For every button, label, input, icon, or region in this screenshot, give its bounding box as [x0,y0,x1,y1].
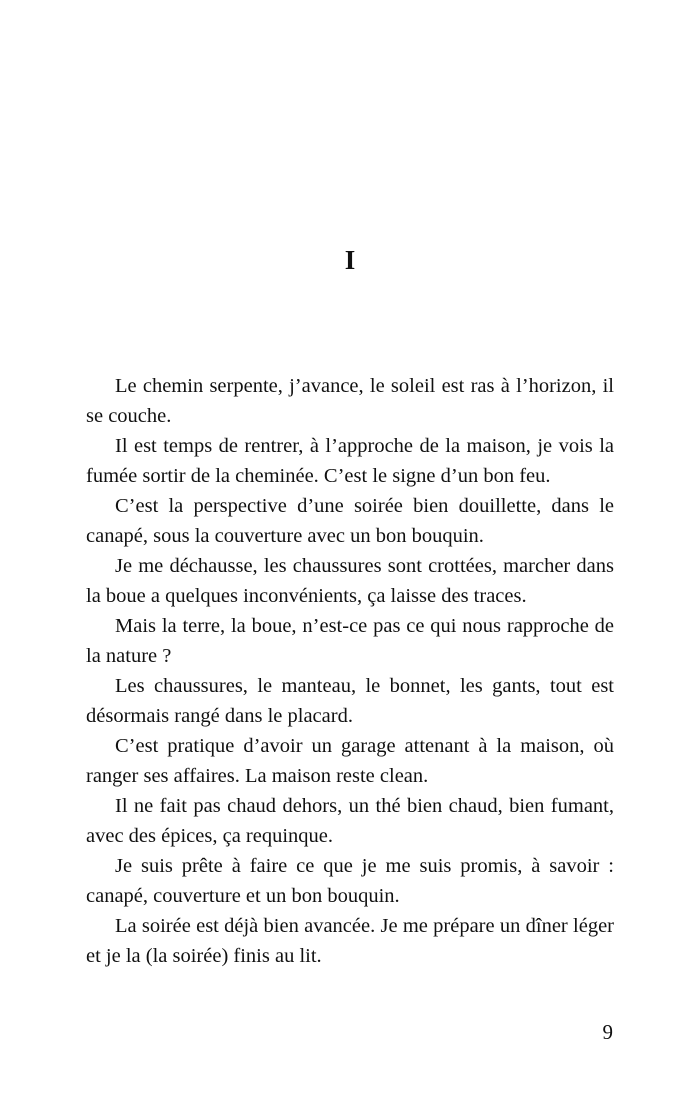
chapter-title: I [344,245,356,275]
paragraph: Mais la terre, la boue, n’est-ce pas ce qui nous rapproche de la nature ? [86,615,614,667]
paragraph: C’est pratique d’avoir un garage attenant à la maison, où ranger ses affaires. La maison reste clean. [86,735,614,787]
paragraph: Je me déchausse, les chaussures sont crottées, marcher dans la boue a quelques inconvénients, ça laisse des traces. [86,555,614,607]
paragraph: Les chaussures, le manteau, le bonnet, les gants, tout est désormais rangé dans le placard. [86,675,614,727]
page-number: 9 [602,1020,613,1044]
paragraph: Il ne fait pas chaud dehors, un thé bien chaud, bien fumant, avec des épices, ça requinque. [86,795,614,847]
paragraph: La soirée est déjà bien avancée. Je me prépare un dîner léger et je la (la soirée) finis au lit. [86,915,614,967]
chapter-body [86,371,614,971]
paragraph: Il est temps de rentrer, à l’approche de la maison, je vois la fumée sortir de la cheminée. C’est le signe d’un bon feu. [86,435,614,487]
paragraph: Je suis prête à faire ce que je me suis promis, à savoir : canapé, couverture et un bon bouquin. [86,855,614,907]
paragraph: Le chemin serpente, j’avance, le soleil est ras à l’horizon, il se couche. [86,375,614,427]
paragraph: C’est la perspective d’une soirée bien douillette, dans le canapé, sous la couverture avec un bon bouquin. [86,495,614,547]
